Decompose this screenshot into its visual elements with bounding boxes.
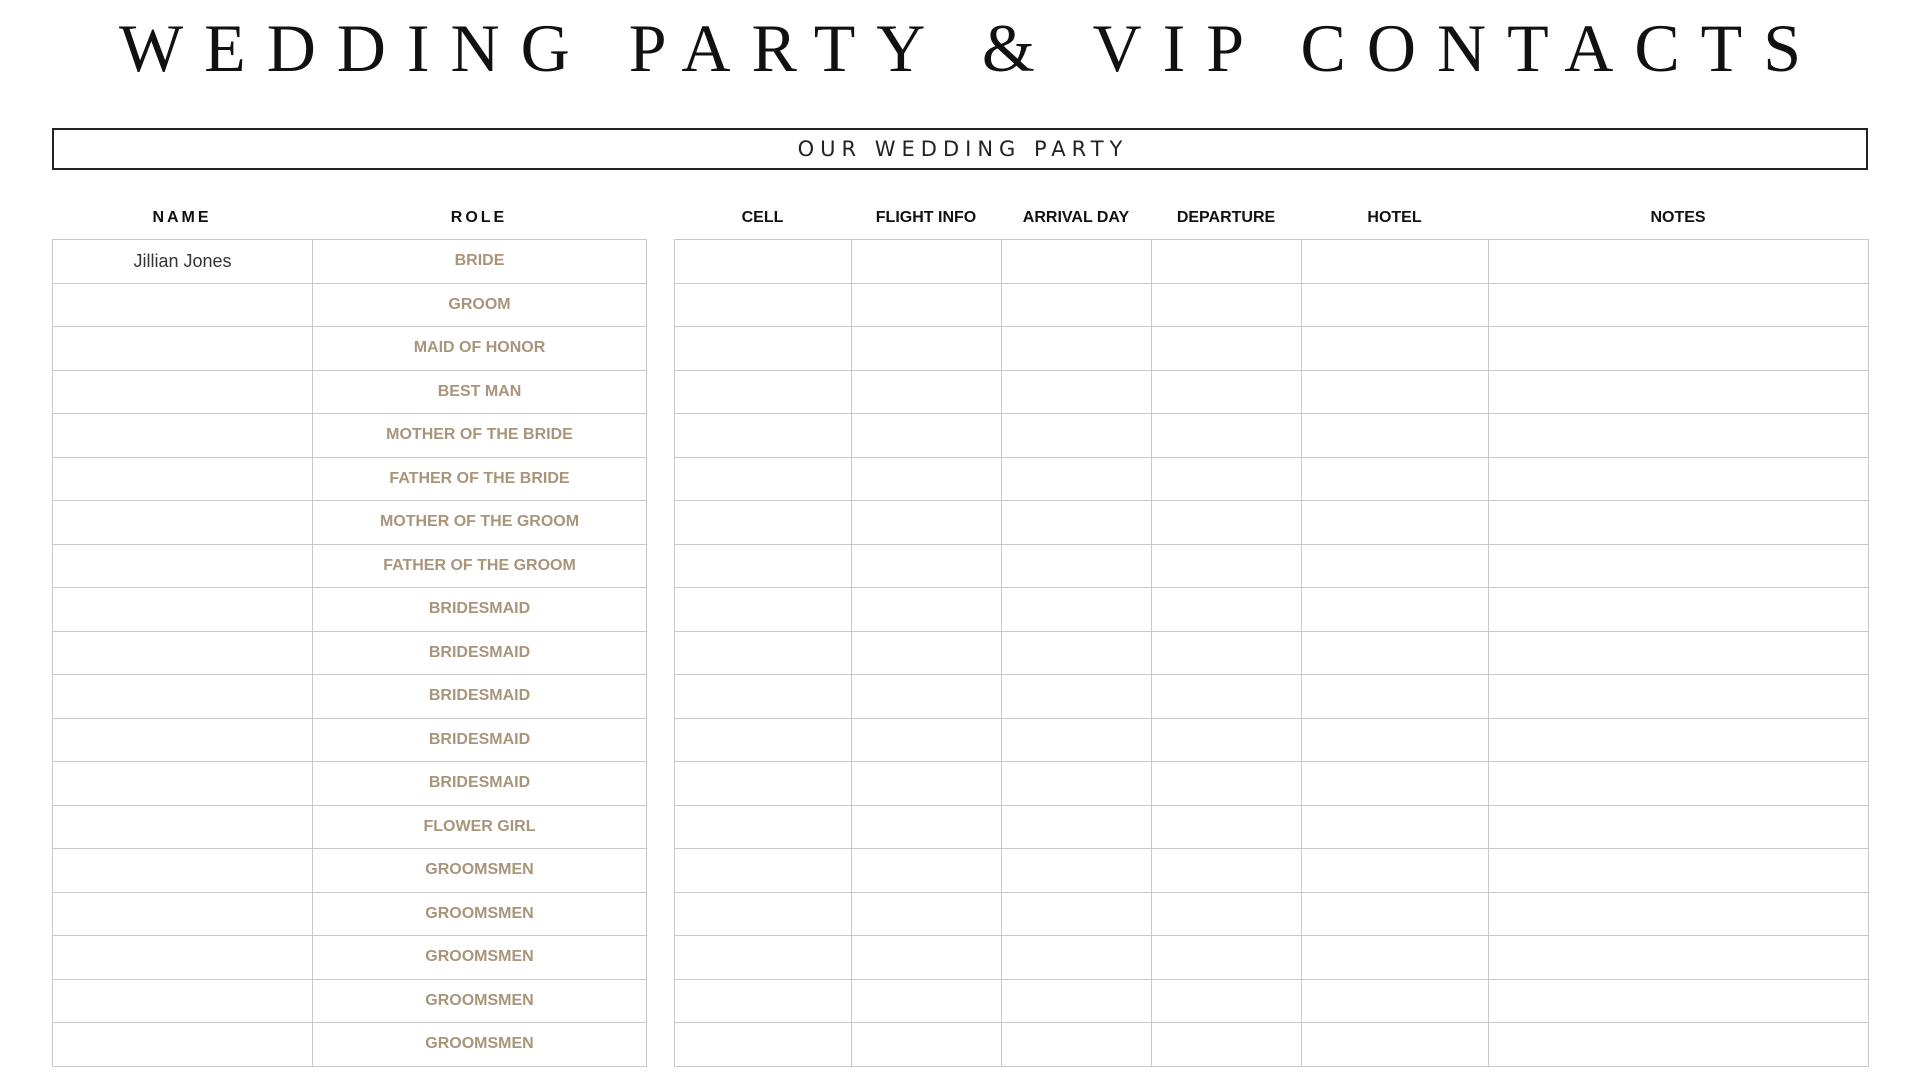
- cell-cell[interactable]: [675, 588, 852, 632]
- role-cell: GROOMSMEN: [313, 892, 647, 936]
- table-row: [675, 283, 1869, 327]
- flight-info-cell[interactable]: [852, 675, 1002, 719]
- table-row: [675, 675, 1869, 719]
- cell-cell[interactable]: [675, 370, 852, 414]
- flight-info-cell[interactable]: [852, 979, 1002, 1023]
- cell-cell[interactable]: [675, 414, 852, 458]
- flight-info-cell[interactable]: [852, 544, 1002, 588]
- column-header-role: ROLE: [450, 209, 508, 226]
- role-cell: BRIDE: [313, 240, 647, 284]
- cell-cell[interactable]: [675, 327, 852, 371]
- notes-cell[interactable]: [1489, 588, 1869, 632]
- cell-cell[interactable]: [675, 240, 852, 284]
- name-cell[interactable]: [53, 414, 313, 458]
- table-row: [53, 544, 647, 588]
- departure-cell[interactable]: [1152, 849, 1302, 893]
- hotel-cell[interactable]: [1302, 544, 1489, 588]
- cell-cell[interactable]: [675, 544, 852, 588]
- name-cell[interactable]: [53, 892, 313, 936]
- table-row: [675, 501, 1869, 545]
- notes-cell[interactable]: [1489, 370, 1869, 414]
- table-row: [53, 979, 647, 1023]
- flight-info-cell[interactable]: [852, 414, 1002, 458]
- role-cell: MOTHER OF THE GROOM: [313, 501, 647, 545]
- arrival-day-cell[interactable]: [1002, 327, 1152, 371]
- name-cell[interactable]: [53, 370, 313, 414]
- table-row: [53, 675, 647, 719]
- name-cell[interactable]: [53, 936, 313, 980]
- departure-cell[interactable]: [1152, 675, 1302, 719]
- arrival-day-cell[interactable]: [1002, 370, 1152, 414]
- notes-cell[interactable]: [1489, 631, 1869, 675]
- name-cell[interactable]: [53, 675, 313, 719]
- cell-cell[interactable]: [675, 1023, 852, 1067]
- notes-cell[interactable]: [1489, 718, 1869, 762]
- departure-cell[interactable]: [1152, 457, 1302, 501]
- cell-cell[interactable]: [675, 805, 852, 849]
- departure-cell[interactable]: [1152, 327, 1302, 371]
- role-cell: FLOWER GIRL: [313, 805, 647, 849]
- page-title: WEDDING PARTY & VIP CONTACTS: [118, 10, 1823, 86]
- table-row: [53, 718, 647, 762]
- departure-cell[interactable]: [1152, 762, 1302, 806]
- table-row: [53, 501, 647, 545]
- section-title-box: [52, 128, 1868, 170]
- notes-cell[interactable]: [1489, 892, 1869, 936]
- name-cell[interactable]: [53, 1023, 313, 1067]
- hotel-cell[interactable]: [1302, 892, 1489, 936]
- arrival-day-cell[interactable]: [1002, 849, 1152, 893]
- hotel-cell[interactable]: [1302, 501, 1489, 545]
- cell-cell[interactable]: [675, 283, 852, 327]
- role-cell: BRIDESMAID: [313, 675, 647, 719]
- cell-cell[interactable]: [675, 457, 852, 501]
- section-title: OUR WEDDING PARTY: [797, 137, 1129, 161]
- arrival-day-cell[interactable]: [1002, 762, 1152, 806]
- role-cell: GROOMSMEN: [313, 1023, 647, 1067]
- column-header-flight-info: FLIGHT INFO: [875, 209, 977, 226]
- notes-cell[interactable]: [1489, 936, 1869, 980]
- table-row: [53, 414, 647, 458]
- name-cell[interactable]: [53, 805, 313, 849]
- hotel-cell[interactable]: [1302, 675, 1489, 719]
- name-cell[interactable]: [53, 849, 313, 893]
- table-row: [53, 1023, 647, 1067]
- flight-info-cell[interactable]: [852, 588, 1002, 632]
- role-cell: MOTHER OF THE BRIDE: [313, 414, 647, 458]
- name-cell[interactable]: Jillian Jones: [53, 240, 313, 284]
- cell-cell[interactable]: [675, 892, 852, 936]
- cell-cell[interactable]: [675, 718, 852, 762]
- table-row: [675, 805, 1869, 849]
- notes-cell[interactable]: [1489, 283, 1869, 327]
- cell-cell[interactable]: [675, 979, 852, 1023]
- arrival-day-cell[interactable]: [1002, 675, 1152, 719]
- cell-cell[interactable]: [675, 936, 852, 980]
- role-cell: BRIDESMAID: [313, 718, 647, 762]
- departure-cell[interactable]: [1152, 805, 1302, 849]
- party-name-role-table: [52, 239, 647, 1067]
- departure-cell[interactable]: [1152, 979, 1302, 1023]
- flight-info-cell[interactable]: [852, 457, 1002, 501]
- arrival-day-cell[interactable]: [1002, 283, 1152, 327]
- column-header-name: NAME: [152, 209, 212, 226]
- hotel-cell[interactable]: [1302, 762, 1489, 806]
- role-cell: BRIDESMAID: [313, 762, 647, 806]
- notes-cell[interactable]: [1489, 979, 1869, 1023]
- arrival-day-cell[interactable]: [1002, 718, 1152, 762]
- cell-cell[interactable]: [675, 675, 852, 719]
- table-row: [53, 936, 647, 980]
- flight-info-cell[interactable]: [852, 327, 1002, 371]
- departure-cell[interactable]: [1152, 283, 1302, 327]
- hotel-cell[interactable]: [1302, 936, 1489, 980]
- departure-cell[interactable]: [1152, 718, 1302, 762]
- departure-cell[interactable]: [1152, 501, 1302, 545]
- column-header-hotel: HOTEL: [1367, 209, 1422, 226]
- arrival-day-cell[interactable]: [1002, 805, 1152, 849]
- arrival-day-cell[interactable]: [1002, 240, 1152, 284]
- party-contact-details-table: [674, 239, 1869, 1067]
- table-row: [675, 936, 1869, 980]
- departure-cell[interactable]: [1152, 936, 1302, 980]
- cell-cell[interactable]: [675, 501, 852, 545]
- arrival-day-cell[interactable]: [1002, 414, 1152, 458]
- hotel-cell[interactable]: [1302, 805, 1489, 849]
- flight-info-cell[interactable]: [852, 240, 1002, 284]
- table-row: [53, 762, 647, 806]
- flight-info-cell[interactable]: [852, 762, 1002, 806]
- hotel-cell[interactable]: [1302, 283, 1489, 327]
- arrival-day-cell[interactable]: [1002, 936, 1152, 980]
- departure-cell[interactable]: [1152, 1023, 1302, 1067]
- arrival-day-cell[interactable]: [1002, 457, 1152, 501]
- table-row: [675, 892, 1869, 936]
- hotel-cell[interactable]: [1302, 631, 1489, 675]
- flight-info-cell[interactable]: [852, 849, 1002, 893]
- column-header-arrival-day: ARRIVAL DAY: [1022, 209, 1130, 226]
- table-row: [53, 283, 647, 327]
- departure-cell[interactable]: [1152, 544, 1302, 588]
- table-row: [675, 1023, 1869, 1067]
- departure-cell[interactable]: [1152, 892, 1302, 936]
- flight-info-cell[interactable]: [852, 370, 1002, 414]
- role-cell: FATHER OF THE GROOM: [313, 544, 647, 588]
- table-row: [53, 370, 647, 414]
- notes-cell[interactable]: [1489, 1023, 1869, 1067]
- name-cell[interactable]: [53, 588, 313, 632]
- role-cell: BRIDESMAID: [313, 631, 647, 675]
- flight-info-cell[interactable]: [852, 631, 1002, 675]
- table-row: [675, 240, 1869, 284]
- flight-info-cell[interactable]: [852, 805, 1002, 849]
- flight-info-cell[interactable]: [852, 718, 1002, 762]
- flight-info-cell[interactable]: [852, 892, 1002, 936]
- table-row: [675, 762, 1869, 806]
- role-cell: MAID OF HONOR: [313, 327, 647, 371]
- table-row: [53, 327, 647, 371]
- table-row: [675, 544, 1869, 588]
- notes-cell[interactable]: [1489, 457, 1869, 501]
- cell-cell[interactable]: [675, 631, 852, 675]
- name-cell[interactable]: [53, 327, 313, 371]
- notes-cell[interactable]: [1489, 849, 1869, 893]
- flight-info-cell[interactable]: [852, 936, 1002, 980]
- hotel-cell[interactable]: [1302, 457, 1489, 501]
- arrival-day-cell[interactable]: [1002, 631, 1152, 675]
- name-cell[interactable]: [53, 544, 313, 588]
- notes-cell[interactable]: [1489, 414, 1869, 458]
- role-cell: GROOM: [313, 283, 647, 327]
- table-row: [675, 588, 1869, 632]
- table-row: [53, 805, 647, 849]
- table-row: [53, 457, 647, 501]
- name-cell[interactable]: [53, 501, 313, 545]
- arrival-day-cell[interactable]: [1002, 979, 1152, 1023]
- hotel-cell[interactable]: [1302, 849, 1489, 893]
- hotel-cell[interactable]: [1302, 327, 1489, 371]
- table-row: [675, 414, 1869, 458]
- table-row: [675, 457, 1869, 501]
- departure-cell[interactable]: [1152, 240, 1302, 284]
- table-row: [675, 327, 1869, 371]
- hotel-cell[interactable]: [1302, 1023, 1489, 1067]
- table-row: [53, 240, 647, 284]
- column-header-departure: DEPARTURE: [1176, 209, 1276, 226]
- role-cell: FATHER OF THE BRIDE: [313, 457, 647, 501]
- table-row: [675, 849, 1869, 893]
- notes-cell[interactable]: [1489, 762, 1869, 806]
- departure-cell[interactable]: [1152, 631, 1302, 675]
- role-cell: GROOMSMEN: [313, 936, 647, 980]
- notes-cell[interactable]: [1489, 675, 1869, 719]
- table-row: [675, 631, 1869, 675]
- table-row: [53, 588, 647, 632]
- notes-cell[interactable]: [1489, 805, 1869, 849]
- table-row: [675, 979, 1869, 1023]
- table-row: [53, 849, 647, 893]
- hotel-cell[interactable]: [1302, 718, 1489, 762]
- cell-cell[interactable]: [675, 762, 852, 806]
- name-cell[interactable]: [53, 718, 313, 762]
- arrival-day-cell[interactable]: [1002, 892, 1152, 936]
- notes-cell[interactable]: [1489, 240, 1869, 284]
- departure-cell[interactable]: [1152, 370, 1302, 414]
- hotel-cell[interactable]: [1302, 240, 1489, 284]
- arrival-day-cell[interactable]: [1002, 1023, 1152, 1067]
- column-header-notes: NOTES: [1650, 209, 1706, 226]
- name-cell[interactable]: [53, 457, 313, 501]
- role-cell: BEST MAN: [313, 370, 647, 414]
- arrival-day-cell[interactable]: [1002, 588, 1152, 632]
- table-row: [675, 718, 1869, 762]
- notes-cell[interactable]: [1489, 544, 1869, 588]
- name-cell[interactable]: [53, 283, 313, 327]
- cell-cell[interactable]: [675, 849, 852, 893]
- notes-cell[interactable]: [1489, 327, 1869, 371]
- arrival-day-cell[interactable]: [1002, 544, 1152, 588]
- notes-cell[interactable]: [1489, 501, 1869, 545]
- flight-info-cell[interactable]: [852, 501, 1002, 545]
- departure-cell[interactable]: [1152, 414, 1302, 458]
- hotel-cell[interactable]: [1302, 414, 1489, 458]
- name-cell[interactable]: [53, 979, 313, 1023]
- table-row: [53, 631, 647, 675]
- column-header-cell: CELL: [741, 209, 784, 226]
- hotel-cell[interactable]: [1302, 979, 1489, 1023]
- role-cell: GROOMSMEN: [313, 979, 647, 1023]
- role-cell: BRIDESMAID: [313, 588, 647, 632]
- departure-cell[interactable]: [1152, 588, 1302, 632]
- name-cell[interactable]: [53, 762, 313, 806]
- table-row: [53, 892, 647, 936]
- table-row: [675, 370, 1869, 414]
- flight-info-cell[interactable]: [852, 283, 1002, 327]
- name-cell[interactable]: [53, 631, 313, 675]
- arrival-day-cell[interactable]: [1002, 501, 1152, 545]
- hotel-cell[interactable]: [1302, 588, 1489, 632]
- role-cell: GROOMSMEN: [313, 849, 647, 893]
- hotel-cell[interactable]: [1302, 370, 1489, 414]
- flight-info-cell[interactable]: [852, 1023, 1002, 1067]
